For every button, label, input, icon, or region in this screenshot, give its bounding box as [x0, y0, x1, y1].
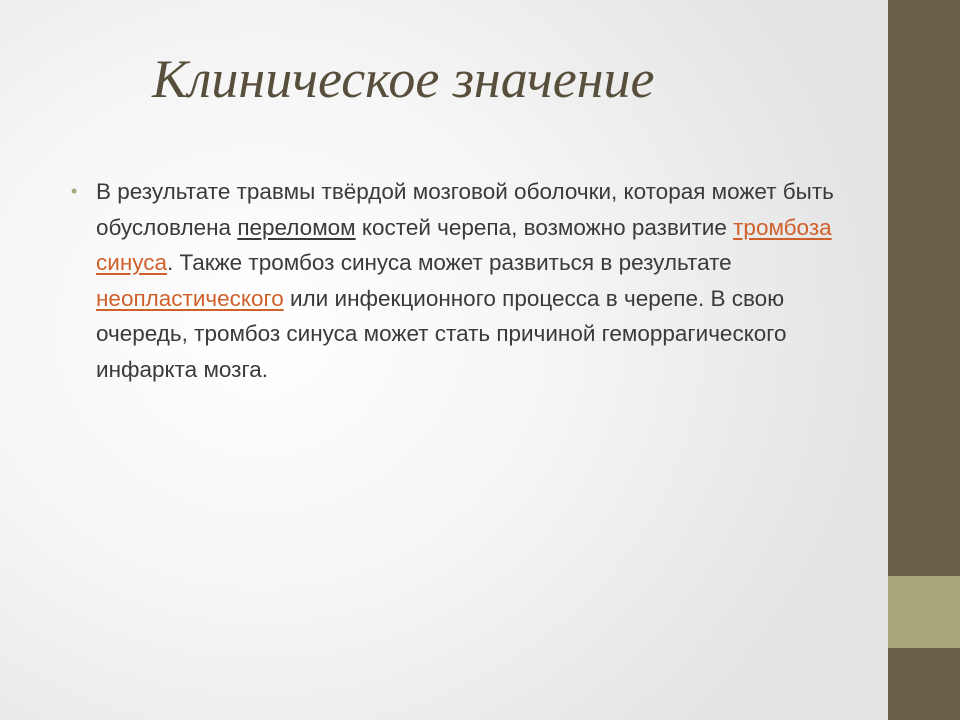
- side-decoration-band: [888, 0, 960, 720]
- paragraph-text-4: или инфекционного процесса в черепе. В свою очередь, тромбоз синуса может стать причиной геморрагического инфаркта мозга.: [96, 285, 787, 382]
- underlined-term-fracture: переломом: [237, 214, 356, 240]
- slide-title: Клиническое значение: [152, 49, 655, 109]
- paragraph-text-1: В результате травмы твёрдой мозговой оболочки, которая может быть обусловлена: [96, 179, 834, 240]
- bullet-marker: •: [71, 181, 78, 201]
- link-sinus-thrombosis[interactable]: тромбоза синуса: [96, 214, 832, 275]
- side-band-accent-block: [888, 576, 960, 648]
- side-band-bottom-block: [888, 648, 960, 720]
- bullet-item: [71, 174, 856, 387]
- link-neoplastic[interactable]: неопластического: [96, 285, 284, 311]
- side-band-top-block: [888, 0, 960, 576]
- paragraph-text-3: . Также тромбоз синуса может развиться в результате: [167, 250, 732, 275]
- bullet-list: [71, 174, 856, 387]
- paragraph-text-2: костей черепа, возможно развитие: [355, 214, 734, 240]
